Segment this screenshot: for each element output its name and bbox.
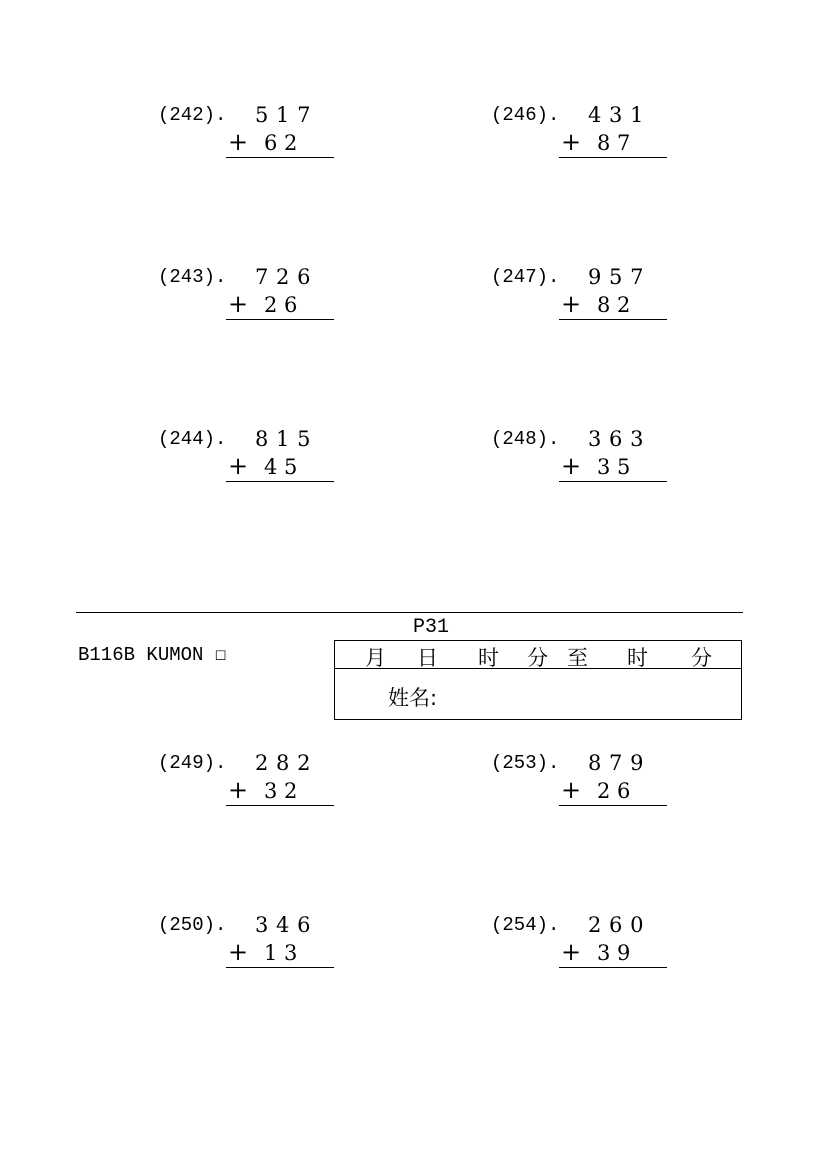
addend-bottom: 8 2 (597, 293, 631, 317)
page-number: P31 (413, 616, 450, 639)
plus-sign: + (561, 452, 582, 480)
problem-number: (243). (158, 266, 227, 288)
addend-top: 7 2 6 (255, 265, 311, 289)
sum-line (226, 157, 334, 158)
addend-top: 2 6 0 (588, 913, 644, 937)
addend-top: 8 1 5 (255, 427, 311, 451)
addend-bottom: 3 2 (264, 779, 298, 803)
addend-top: 3 6 3 (588, 427, 644, 451)
hour-label-2: 时 (627, 646, 648, 670)
addend-bottom-row (561, 129, 630, 156)
addend-top: 5 1 7 (255, 103, 311, 127)
addend-bottom: 2 6 (597, 779, 631, 803)
problem-number: (253). (491, 752, 560, 774)
addend-bottom: 1 3 (264, 941, 298, 965)
problem-number: (249). (158, 752, 227, 774)
addend-bottom-row (228, 291, 297, 318)
addend-bottom: 2 6 (264, 293, 298, 317)
info-box (334, 640, 742, 720)
plus-sign: + (228, 290, 249, 318)
sum-line (226, 319, 334, 320)
addend-bottom-row (561, 777, 630, 804)
addend-bottom: 8 7 (597, 131, 631, 155)
addend-bottom-row (561, 291, 630, 318)
addend-bottom: 3 9 (597, 941, 631, 965)
minute-label: 分 (527, 646, 548, 670)
plus-sign: + (561, 938, 582, 966)
sum-line (559, 157, 667, 158)
addend-bottom-row (561, 939, 630, 966)
plus-sign: + (561, 776, 582, 804)
plus-sign: + (228, 452, 249, 480)
to-label: 至 (567, 646, 588, 670)
sum-line (559, 805, 667, 806)
time-row (335, 641, 741, 669)
sum-line (559, 967, 667, 968)
plus-sign: + (228, 128, 249, 156)
problem-number: (248). (491, 428, 560, 450)
addend-bottom-row (228, 129, 297, 156)
plus-sign: + (228, 776, 249, 804)
addend-top: 3 4 6 (255, 913, 311, 937)
addend-top: 8 7 9 (588, 751, 644, 775)
addend-bottom: 4 5 (264, 455, 298, 479)
worksheet-code: B116B KUMON ☐ (78, 644, 227, 666)
problem-number: (250). (158, 914, 227, 936)
month-label: 月 (365, 646, 386, 670)
addend-top: 9 5 7 (588, 265, 644, 289)
name-label: 姓名: (388, 686, 438, 710)
sum-line (559, 481, 667, 482)
hour-label: 时 (478, 646, 499, 670)
sum-line (559, 319, 667, 320)
addend-bottom-row (228, 453, 297, 480)
addend-bottom-row (228, 777, 297, 804)
sum-line (226, 805, 334, 806)
page-divider (76, 612, 743, 613)
sum-line (226, 967, 334, 968)
problem-number: (242). (158, 104, 227, 126)
addend-top: 2 8 2 (255, 751, 311, 775)
problem-number: (244). (158, 428, 227, 450)
addend-bottom: 6 2 (264, 131, 298, 155)
addend-bottom-row (561, 453, 630, 480)
addend-bottom-row (228, 939, 297, 966)
plus-sign: + (561, 128, 582, 156)
plus-sign: + (561, 290, 582, 318)
minute-label-2: 分 (691, 646, 712, 670)
addend-bottom: 3 5 (597, 455, 631, 479)
problem-number: (254). (491, 914, 560, 936)
problem-number: (246). (491, 104, 560, 126)
problem-number: (247). (491, 266, 560, 288)
day-label: 日 (417, 646, 438, 670)
sum-line (226, 481, 334, 482)
addend-top: 4 3 1 (588, 103, 644, 127)
plus-sign: + (228, 938, 249, 966)
